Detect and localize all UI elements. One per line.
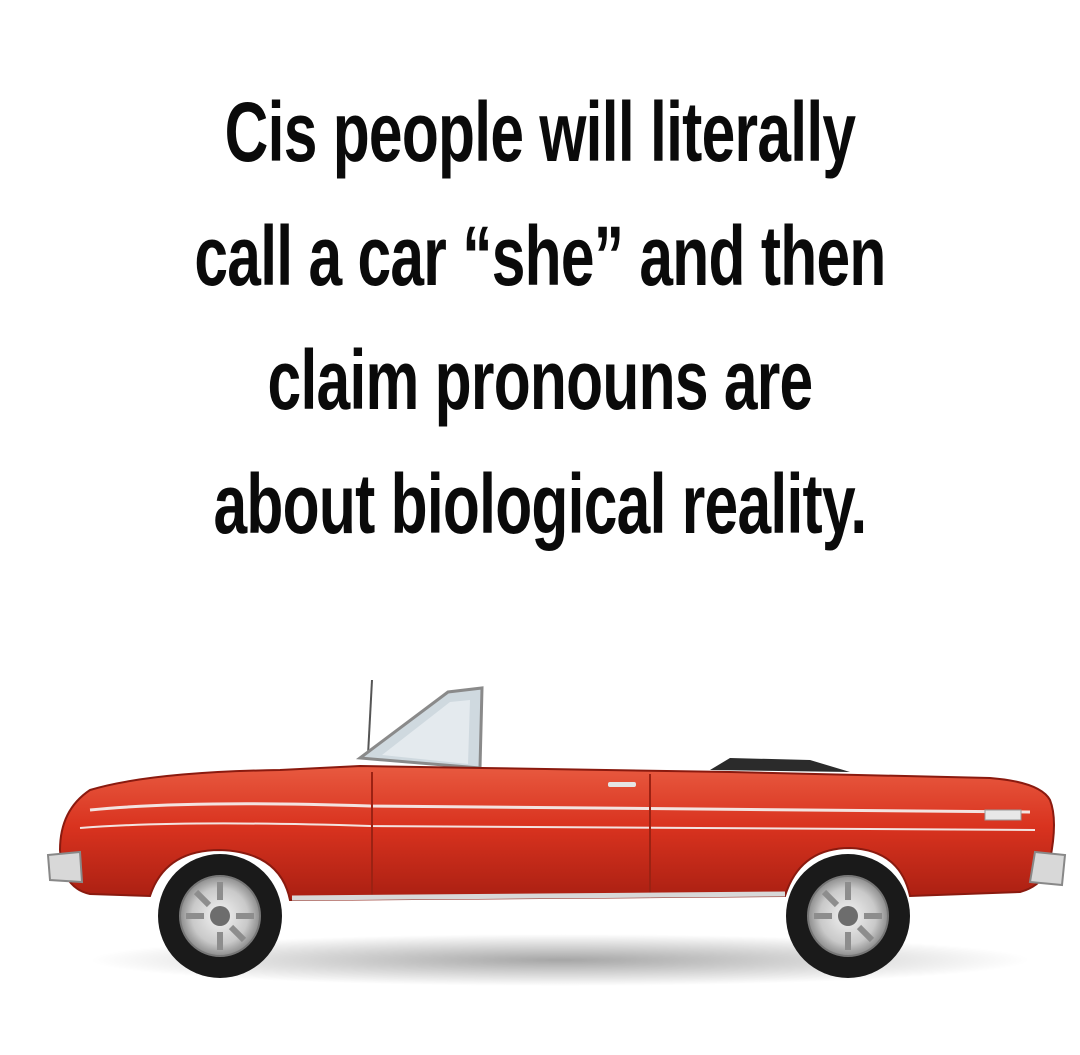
front-wheel — [158, 854, 282, 978]
door-handle — [608, 782, 636, 787]
meme-caption — [0, 70, 1080, 566]
front-bumper — [48, 852, 82, 882]
caption-line-2: call a car “she” and then — [194, 209, 886, 303]
folded-top — [710, 758, 850, 772]
rear-bumper — [1030, 852, 1065, 885]
caption-line-1: Cis people will literally — [224, 85, 856, 179]
caption-line-3: claim pronouns are — [267, 333, 813, 427]
rear-badge — [985, 810, 1021, 820]
caption-line-4: about biological reality. — [213, 457, 867, 551]
rear-wheel — [786, 854, 910, 978]
antenna — [368, 680, 372, 755]
car-illustration — [30, 660, 1070, 1020]
red-convertible-car-icon — [30, 660, 1070, 1020]
